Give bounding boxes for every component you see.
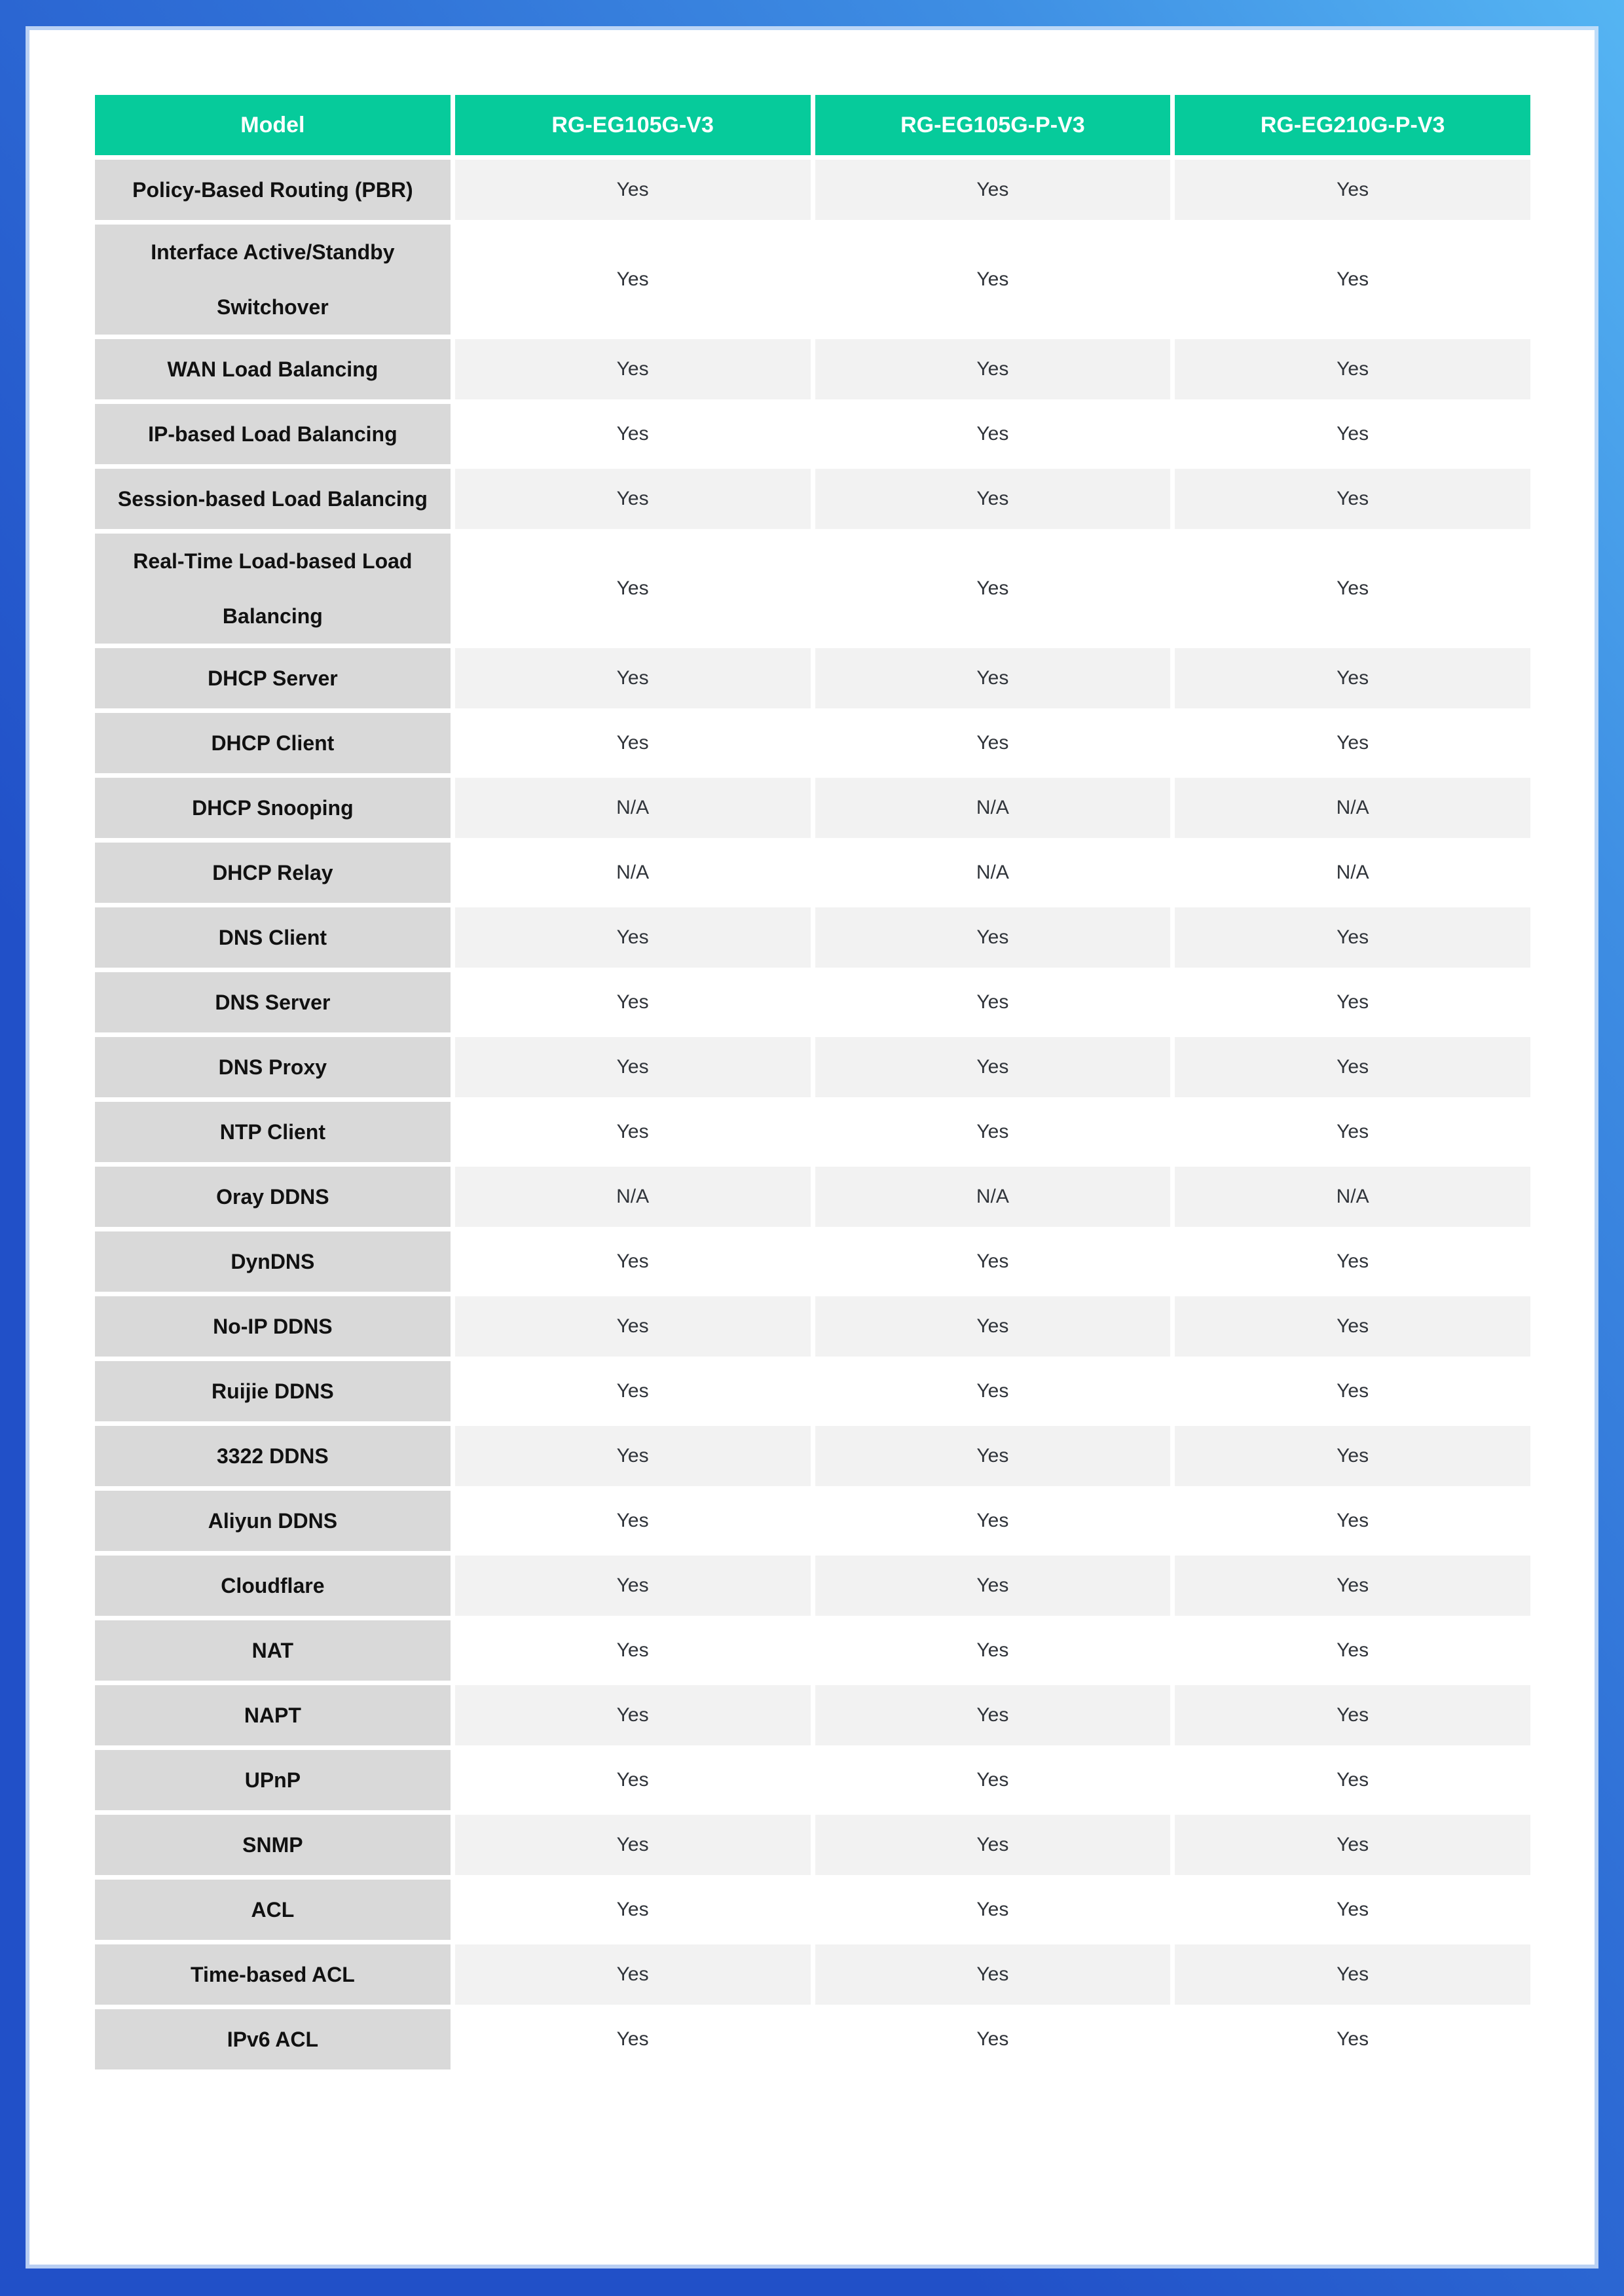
table-row: [95, 1102, 1530, 1162]
table-row: [95, 648, 1530, 708]
feature-value: Yes: [1175, 1944, 1530, 2005]
table-header-row: [95, 95, 1530, 155]
feature-value: Yes: [455, 160, 811, 220]
feature-value: Yes: [1175, 1102, 1530, 1162]
feature-value: Yes: [1175, 648, 1530, 708]
feature-label: Cloudflare: [95, 1556, 451, 1616]
table-row: [95, 713, 1530, 773]
feature-value: Yes: [455, 1037, 811, 1097]
table-row: [95, 1037, 1530, 1097]
feature-value: Yes: [1175, 1815, 1530, 1875]
feature-value: Yes: [455, 1944, 811, 2005]
feature-label: Aliyun DDNS: [95, 1491, 451, 1551]
table-row: [95, 2009, 1530, 2069]
feature-value: Yes: [455, 1231, 811, 1292]
feature-value: Yes: [1175, 1426, 1530, 1486]
feature-value: Yes: [455, 339, 811, 399]
feature-value: Yes: [815, 160, 1171, 220]
column-header-model: Model: [95, 95, 451, 155]
table-row: [95, 1231, 1530, 1292]
feature-label: NAT: [95, 1620, 451, 1681]
feature-value: Yes: [455, 1296, 811, 1357]
table-row: [95, 778, 1530, 838]
table-body: [95, 160, 1530, 2069]
feature-label: DynDNS: [95, 1231, 451, 1292]
table-row: [95, 160, 1530, 220]
feature-value: N/A: [815, 843, 1171, 903]
spec-table: [95, 95, 1530, 2074]
table-row: [95, 1491, 1530, 1551]
feature-value: Yes: [1175, 404, 1530, 464]
feature-value: N/A: [815, 778, 1171, 838]
feature-value: N/A: [455, 1167, 811, 1227]
table-row: [95, 1296, 1530, 1357]
feature-value: Yes: [455, 1815, 811, 1875]
table-row: [95, 534, 1530, 644]
feature-value: Yes: [455, 2009, 811, 2069]
feature-label: WAN Load Balancing: [95, 339, 451, 399]
feature-value: Yes: [455, 1426, 811, 1486]
feature-value: Yes: [815, 1685, 1171, 1745]
feature-value: Yes: [815, 1750, 1171, 1810]
feature-value: Yes: [455, 225, 811, 335]
feature-value: Yes: [455, 404, 811, 464]
table-row: [95, 1944, 1530, 2005]
feature-value: Yes: [815, 1037, 1171, 1097]
feature-value: Yes: [455, 1750, 811, 1810]
feature-value: Yes: [455, 1556, 811, 1616]
feature-value: Yes: [815, 1296, 1171, 1357]
feature-value: Yes: [455, 534, 811, 644]
feature-value: Yes: [1175, 972, 1530, 1032]
content-sheet: [29, 30, 1595, 2265]
feature-value: Yes: [815, 2009, 1171, 2069]
feature-value: Yes: [815, 1426, 1171, 1486]
feature-value: N/A: [815, 1167, 1171, 1227]
feature-value: Yes: [455, 1491, 811, 1551]
feature-label: DNS Proxy: [95, 1037, 451, 1097]
feature-value: Yes: [815, 1880, 1171, 1940]
feature-value: N/A: [455, 778, 811, 838]
table-row: [95, 1815, 1530, 1875]
feature-value: Yes: [455, 648, 811, 708]
table-row: [95, 225, 1530, 335]
feature-value: Yes: [815, 1556, 1171, 1616]
feature-value: Yes: [815, 1944, 1171, 2005]
table-row: [95, 339, 1530, 399]
feature-value: Yes: [1175, 469, 1530, 529]
feature-label: Session-based Load Balancing: [95, 469, 451, 529]
feature-label: Policy-Based Routing (PBR): [95, 160, 451, 220]
feature-value: Yes: [1175, 1880, 1530, 1940]
feature-label: Interface Active/Standby Switchover: [95, 225, 451, 335]
feature-value: Yes: [455, 469, 811, 529]
feature-label: NAPT: [95, 1685, 451, 1745]
table-row: [95, 404, 1530, 464]
feature-label: DHCP Snooping: [95, 778, 451, 838]
feature-label: NTP Client: [95, 1102, 451, 1162]
table-row: [95, 1620, 1530, 1681]
feature-value: Yes: [455, 972, 811, 1032]
feature-value: Yes: [455, 1620, 811, 1681]
feature-value: Yes: [815, 1491, 1171, 1551]
feature-value: Yes: [815, 972, 1171, 1032]
feature-value: Yes: [815, 1815, 1171, 1875]
feature-value: Yes: [1175, 1750, 1530, 1810]
table-row: [95, 1556, 1530, 1616]
feature-label: Ruijie DDNS: [95, 1361, 451, 1421]
feature-value: Yes: [1175, 2009, 1530, 2069]
feature-value: Yes: [455, 713, 811, 773]
table-row: [95, 1750, 1530, 1810]
feature-value: N/A: [1175, 843, 1530, 903]
feature-value: Yes: [1175, 1556, 1530, 1616]
column-header-rg-eg105g-p-v3: RG-EG105G-P-V3: [815, 95, 1171, 155]
feature-value: Yes: [1175, 1361, 1530, 1421]
feature-value: Yes: [1175, 1037, 1530, 1097]
table-row: [95, 907, 1530, 968]
feature-value: Yes: [815, 907, 1171, 968]
feature-value: Yes: [815, 225, 1171, 335]
feature-label: Time-based ACL: [95, 1944, 451, 2005]
feature-value: Yes: [815, 404, 1171, 464]
feature-value: Yes: [455, 1361, 811, 1421]
feature-value: Yes: [815, 1620, 1171, 1681]
feature-value: Yes: [815, 648, 1171, 708]
feature-label: IPv6 ACL: [95, 2009, 451, 2069]
feature-value: N/A: [1175, 1167, 1530, 1227]
feature-value: Yes: [455, 1685, 811, 1745]
feature-value: Yes: [1175, 713, 1530, 773]
feature-label: 3322 DDNS: [95, 1426, 451, 1486]
feature-label: Real-Time Load-based Load Balancing: [95, 534, 451, 644]
table-row: [95, 972, 1530, 1032]
feature-value: Yes: [455, 907, 811, 968]
feature-value: Yes: [815, 713, 1171, 773]
feature-label: No-IP DDNS: [95, 1296, 451, 1357]
feature-label: DNS Server: [95, 972, 451, 1032]
feature-label: DHCP Relay: [95, 843, 451, 903]
feature-value: Yes: [815, 1231, 1171, 1292]
feature-label: DHCP Server: [95, 648, 451, 708]
feature-value: N/A: [1175, 778, 1530, 838]
feature-value: Yes: [815, 339, 1171, 399]
feature-value: Yes: [1175, 339, 1530, 399]
feature-label: UPnP: [95, 1750, 451, 1810]
feature-label: SNMP: [95, 1815, 451, 1875]
feature-value: Yes: [1175, 1491, 1530, 1551]
column-header-rg-eg210g-p-v3: RG-EG210G-P-V3: [1175, 95, 1530, 155]
feature-label: Oray DDNS: [95, 1167, 451, 1227]
feature-value: Yes: [1175, 1620, 1530, 1681]
feature-value: Yes: [1175, 534, 1530, 644]
feature-label: DNS Client: [95, 907, 451, 968]
feature-value: Yes: [1175, 1231, 1530, 1292]
table-row: [95, 843, 1530, 903]
column-header-rg-eg105g-v3: RG-EG105G-V3: [455, 95, 811, 155]
table-row: [95, 469, 1530, 529]
feature-label: ACL: [95, 1880, 451, 1940]
feature-label: DHCP Client: [95, 713, 451, 773]
feature-value: Yes: [1175, 225, 1530, 335]
feature-value: Yes: [815, 469, 1171, 529]
feature-value: Yes: [455, 1102, 811, 1162]
feature-value: Yes: [1175, 160, 1530, 220]
table-row: [95, 1361, 1530, 1421]
feature-value: Yes: [815, 1361, 1171, 1421]
feature-value: Yes: [1175, 1296, 1530, 1357]
feature-value: Yes: [815, 534, 1171, 644]
feature-label: IP-based Load Balancing: [95, 404, 451, 464]
table-row: [95, 1426, 1530, 1486]
feature-value: Yes: [1175, 907, 1530, 968]
feature-value: Yes: [1175, 1685, 1530, 1745]
table-row: [95, 1880, 1530, 1940]
table-row: [95, 1167, 1530, 1227]
feature-value: Yes: [455, 1880, 811, 1940]
table-row: [95, 1685, 1530, 1745]
feature-value: Yes: [815, 1102, 1171, 1162]
feature-value: N/A: [455, 843, 811, 903]
